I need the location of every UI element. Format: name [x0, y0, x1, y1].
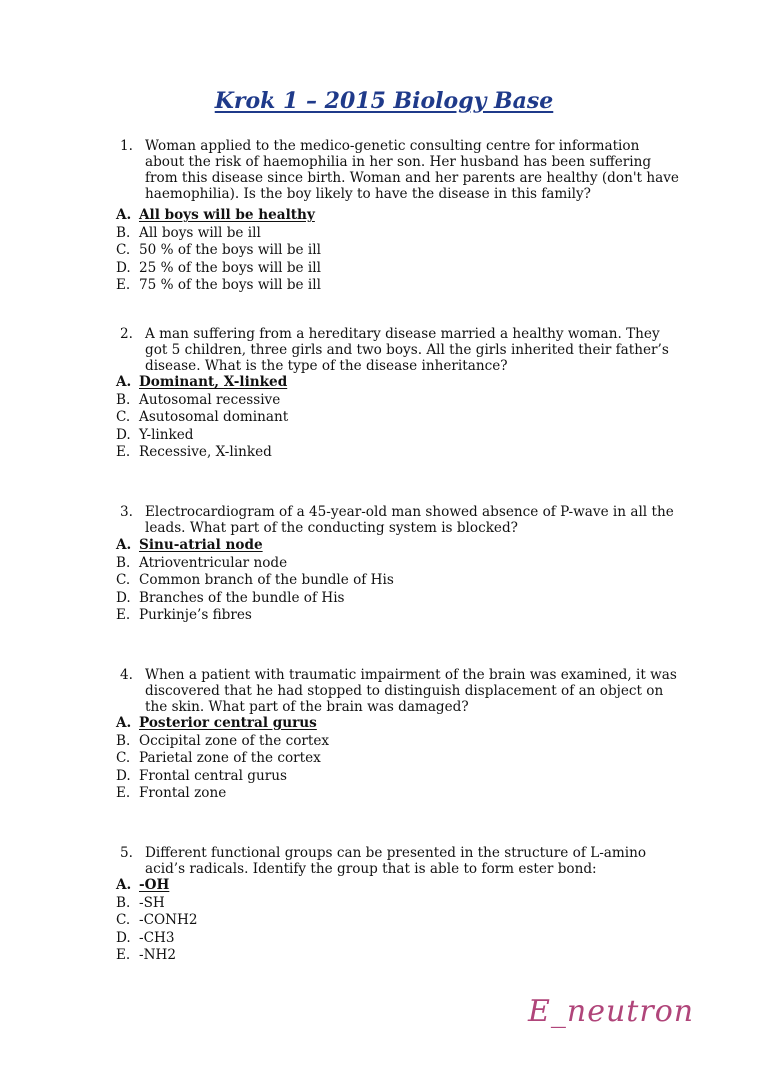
question-3: [120, 504, 680, 536]
option-b: B. All boys will be ill: [116, 224, 261, 241]
option-c: C. Common branch of the bundle of His: [116, 572, 394, 589]
option-a: A. -OH: [116, 877, 170, 893]
options-1: [116, 207, 676, 295]
option-a: A. Posterior central gurus: [116, 715, 317, 731]
question-text: Electrocardiogram of a 45-year-old man showed absence of P-wave in all the leads. What part of the conducting system is blocked?: [145, 504, 674, 536]
option-e: E. 75 % of the boys will be ill: [116, 277, 321, 294]
question-4: [120, 667, 680, 715]
question-number: 2.: [120, 326, 133, 342]
option-a: A. Dominant, X-linked: [116, 374, 288, 390]
option-e: E. Recessive, X-linked: [116, 444, 272, 461]
question-1: [120, 138, 680, 202]
page-title: Krok 1 – 2015 Biology Base: [214, 88, 554, 114]
option-c: C. Parietal zone of the cortex: [116, 750, 321, 767]
option-a: A. Sinu-atrial node: [116, 537, 263, 553]
brand-logo: E_neutron: [528, 994, 695, 1029]
option-b: B. Atrioventricular node: [116, 554, 288, 571]
options-5: [116, 877, 676, 965]
question-text: Woman applied to the medico-genetic consulting centre for information about the risk of haemophilia in her son. Her husband has been suffering from this disease since birth. Woman and her parents are healthy (don't have haemophilia). Is the boy likely to have the disease in this family?: [145, 138, 679, 202]
question-number: 4.: [120, 667, 133, 683]
question-5: [120, 845, 680, 877]
option-a: A. All boys will be healthy: [116, 207, 315, 223]
question-text: When a patient with traumatic impairment of the brain was examined, it was discovered that he had stopped to distinguish displacement of an object on the skin. What part of the brain was damaged?: [145, 667, 677, 715]
option-b: B. Occipital zone of the cortex: [116, 732, 330, 749]
options-4: [116, 715, 676, 803]
question-text: A man suffering from a hereditary disease married a healthy woman. They got 5 children, three girls and two boys. All the girls inherited their father’s disease. What is the type of the disease inheritance?: [145, 326, 669, 374]
option-b: B. -SH: [116, 894, 165, 911]
option-e: E. Purkinje’s fibres: [116, 607, 252, 624]
options-2: [116, 374, 676, 462]
option-e: E. Frontal zone: [116, 785, 227, 802]
question-number: 1.: [120, 138, 133, 154]
question-2: [120, 326, 680, 374]
option-d: D. Frontal central gurus: [116, 767, 287, 784]
option-b: B. Autosomal recessive: [116, 391, 281, 408]
option-d: D. Y-linked: [116, 426, 194, 443]
option-e: E. -NH2: [116, 947, 176, 964]
question-number: 3.: [120, 504, 133, 520]
option-d: D. Branches of the bundle of His: [116, 589, 345, 606]
option-c: C. -CONH2: [116, 912, 198, 929]
option-c: C. 50 % of the boys will be ill: [116, 242, 321, 259]
question-number: 5.: [120, 845, 133, 861]
option-c: C. Asutosomal dominant: [116, 409, 289, 426]
option-d: D. -CH3: [116, 929, 175, 946]
options-3: [116, 537, 676, 625]
option-d: D. 25 % of the boys will be ill: [116, 259, 321, 276]
question-text: Different functional groups can be presented in the structure of L-amino acid’s radicals. Identify the group that is able to form ester bond:: [145, 845, 647, 877]
